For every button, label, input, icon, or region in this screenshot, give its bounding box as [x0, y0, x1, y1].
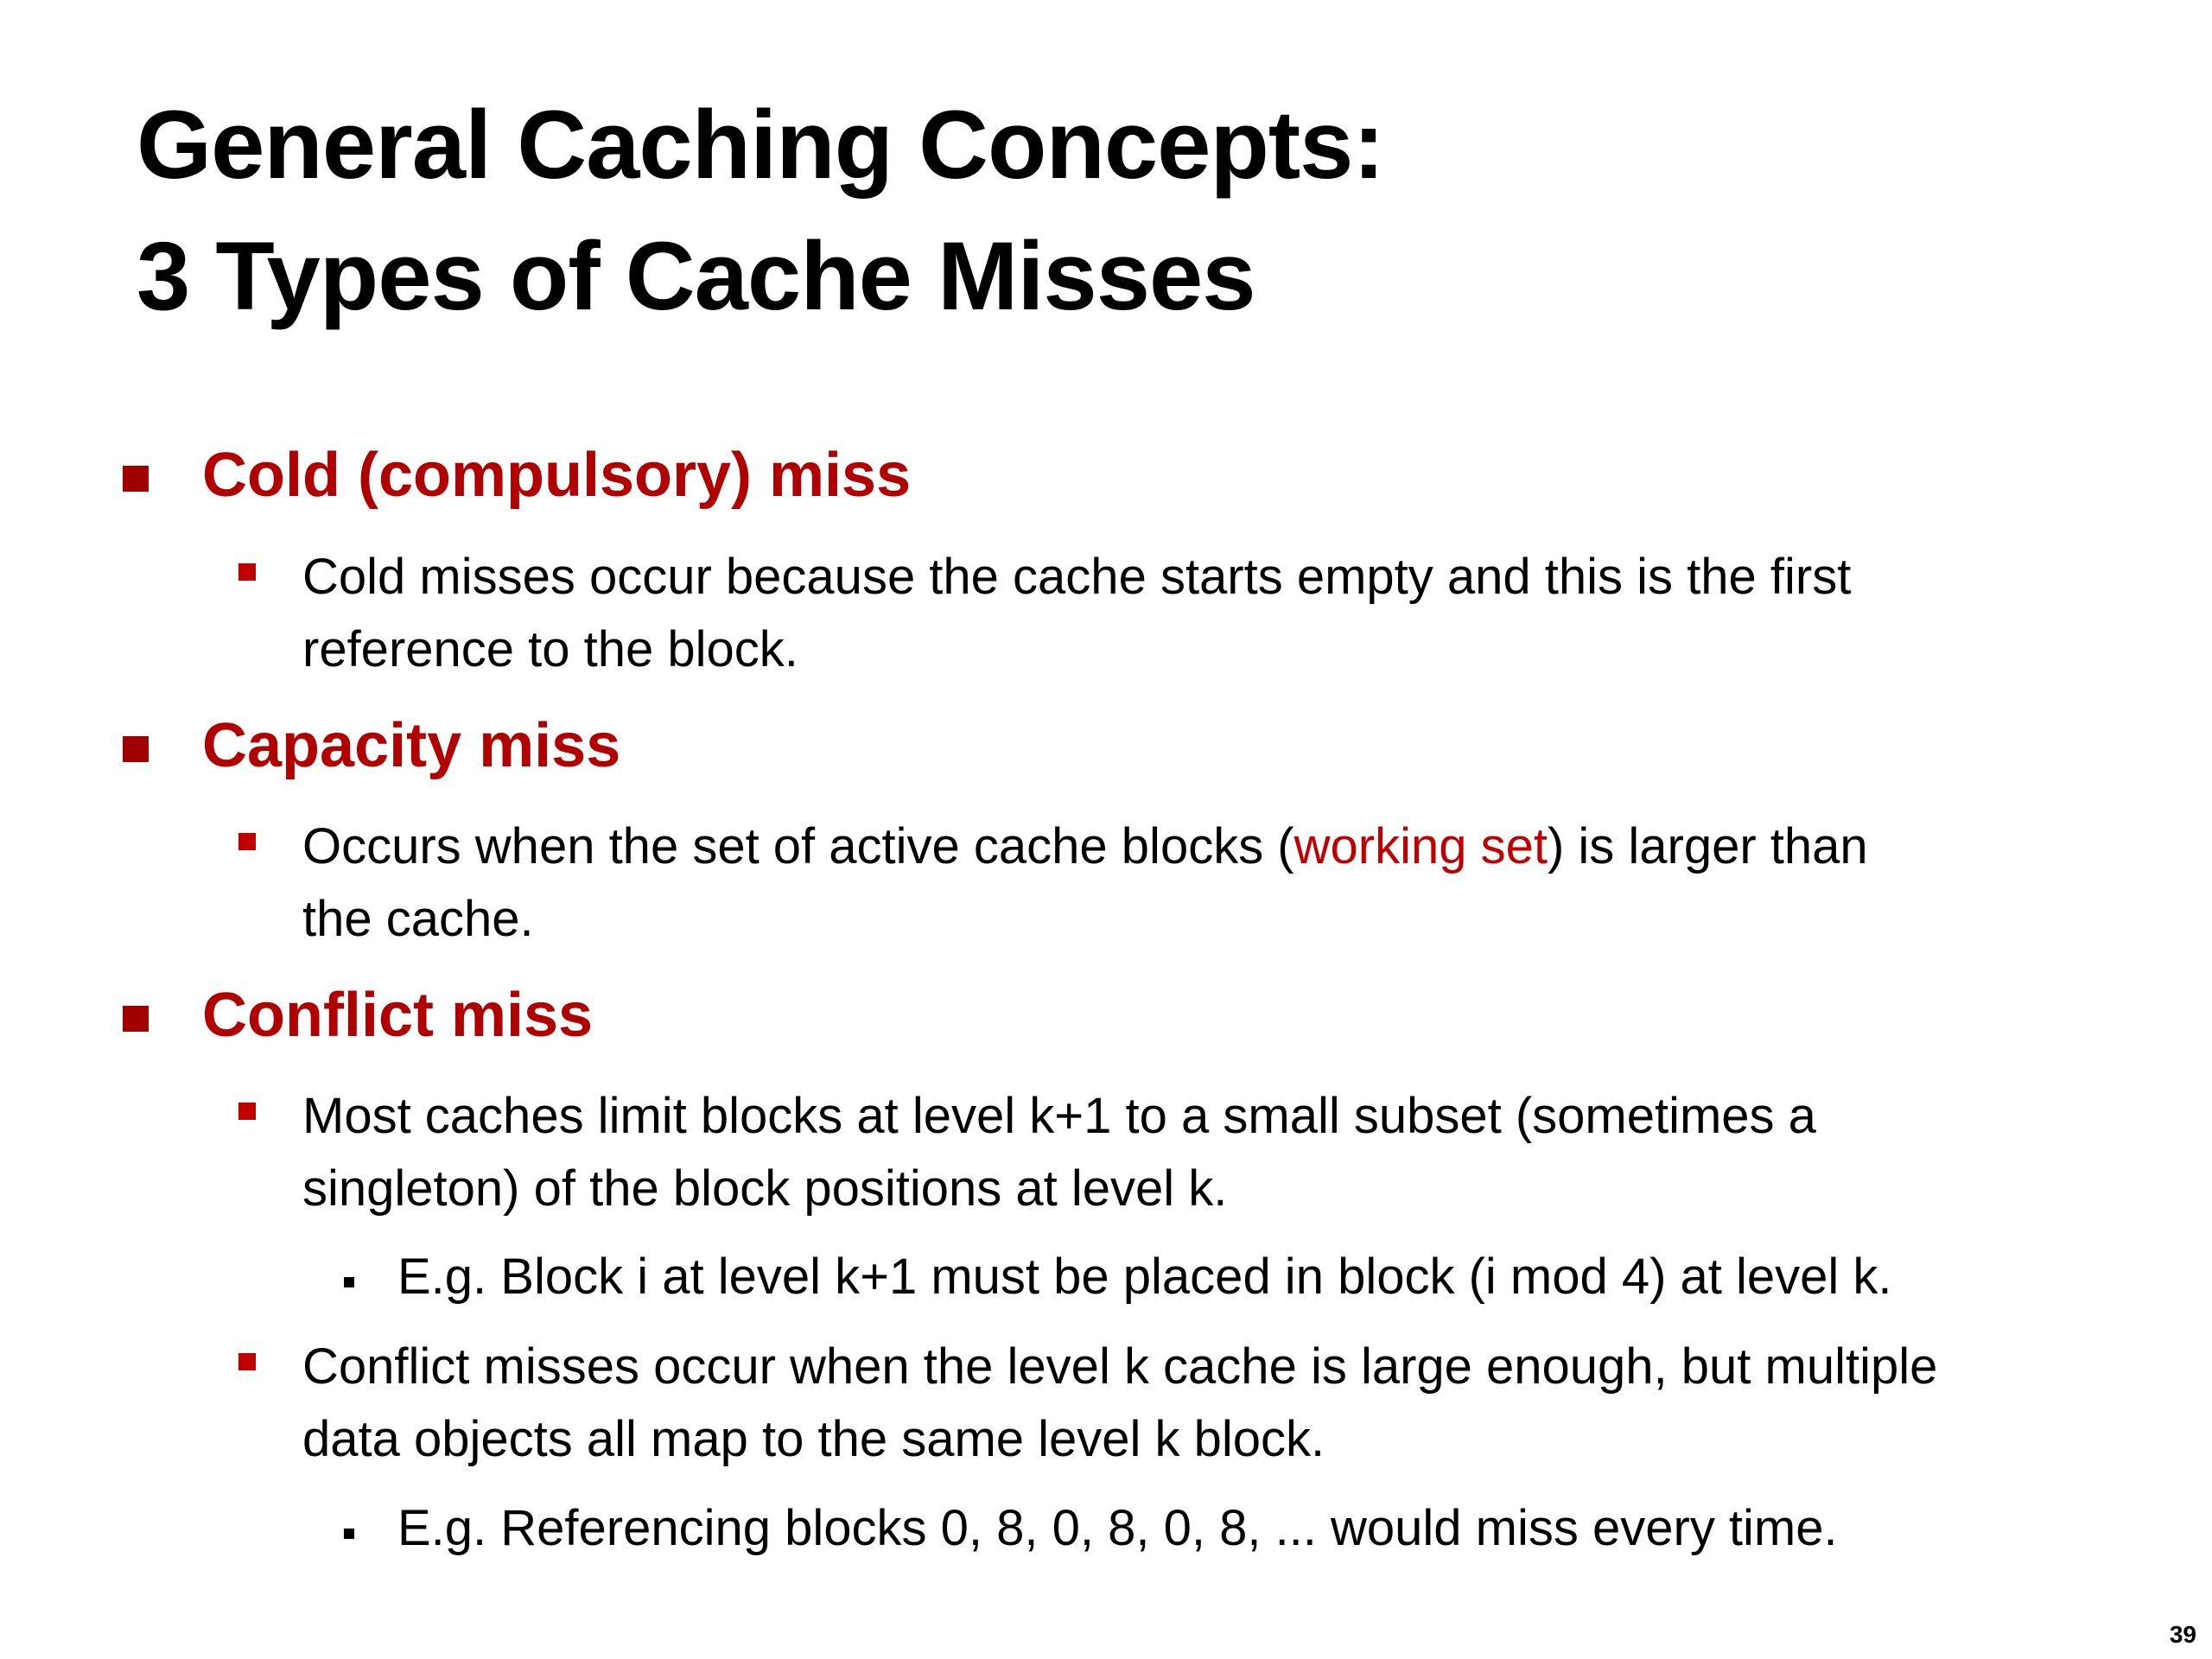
square-bullet-icon [123, 466, 149, 492]
point-text-line2: data objects all map to the same level k block. [302, 1411, 1325, 1467]
working-set-highlight: working set [1294, 818, 1548, 874]
small-square-bullet-icon [344, 1529, 354, 1539]
point-text-line1: Conflict misses occur when the level k cache is large enough, but multiple [302, 1338, 1938, 1395]
square-bullet-icon [123, 1006, 149, 1032]
square-bullet-icon [238, 1353, 256, 1370]
point-text-line2: singleton) of the block positions at level k. [302, 1160, 1228, 1217]
point-text [302, 1331, 2195, 1476]
square-bullet-icon [123, 736, 149, 762]
heading-text: Conflict miss [202, 981, 594, 1050]
point-text [302, 1080, 2195, 1225]
square-bullet-icon [238, 1103, 256, 1120]
slide-title-line1: General Caching Concepts: [137, 91, 1384, 199]
slide-title-line2: 3 Types of Cache Misses [137, 222, 1255, 330]
point-text [302, 810, 2195, 956]
point-text-line1 [302, 810, 2195, 883]
point-text-line1: Most caches limit blocks at level k+1 to a small subset (sometimes a [302, 1088, 1816, 1144]
heading-text: Cold (compulsory) miss [202, 441, 912, 510]
point-text-line1: Cold misses occur because the cache starts empty and this is the first [302, 549, 1852, 605]
subpoint-text: E.g. Referencing blocks 0, 8, 0, 8, 0, 8, ... would miss every time. [397, 1500, 1838, 1556]
small-square-bullet-icon [344, 1277, 354, 1287]
square-bullet-icon [238, 563, 256, 581]
text-before: Occurs when the set of active cache blocks ( [302, 818, 1294, 874]
subpoint-text: E.g. Block i at level k+1 must be placed in block (i mod 4) at level k. [397, 1249, 1892, 1305]
square-bullet-icon [238, 833, 256, 850]
point-text-line2: the cache. [302, 891, 534, 947]
heading-text: Capacity miss [202, 711, 621, 780]
text-after: ) is larger than [1547, 818, 1868, 874]
point-text [302, 541, 2195, 686]
page-number: 39 [2169, 1621, 2196, 1648]
point-text-line2: reference to the block. [302, 621, 798, 677]
